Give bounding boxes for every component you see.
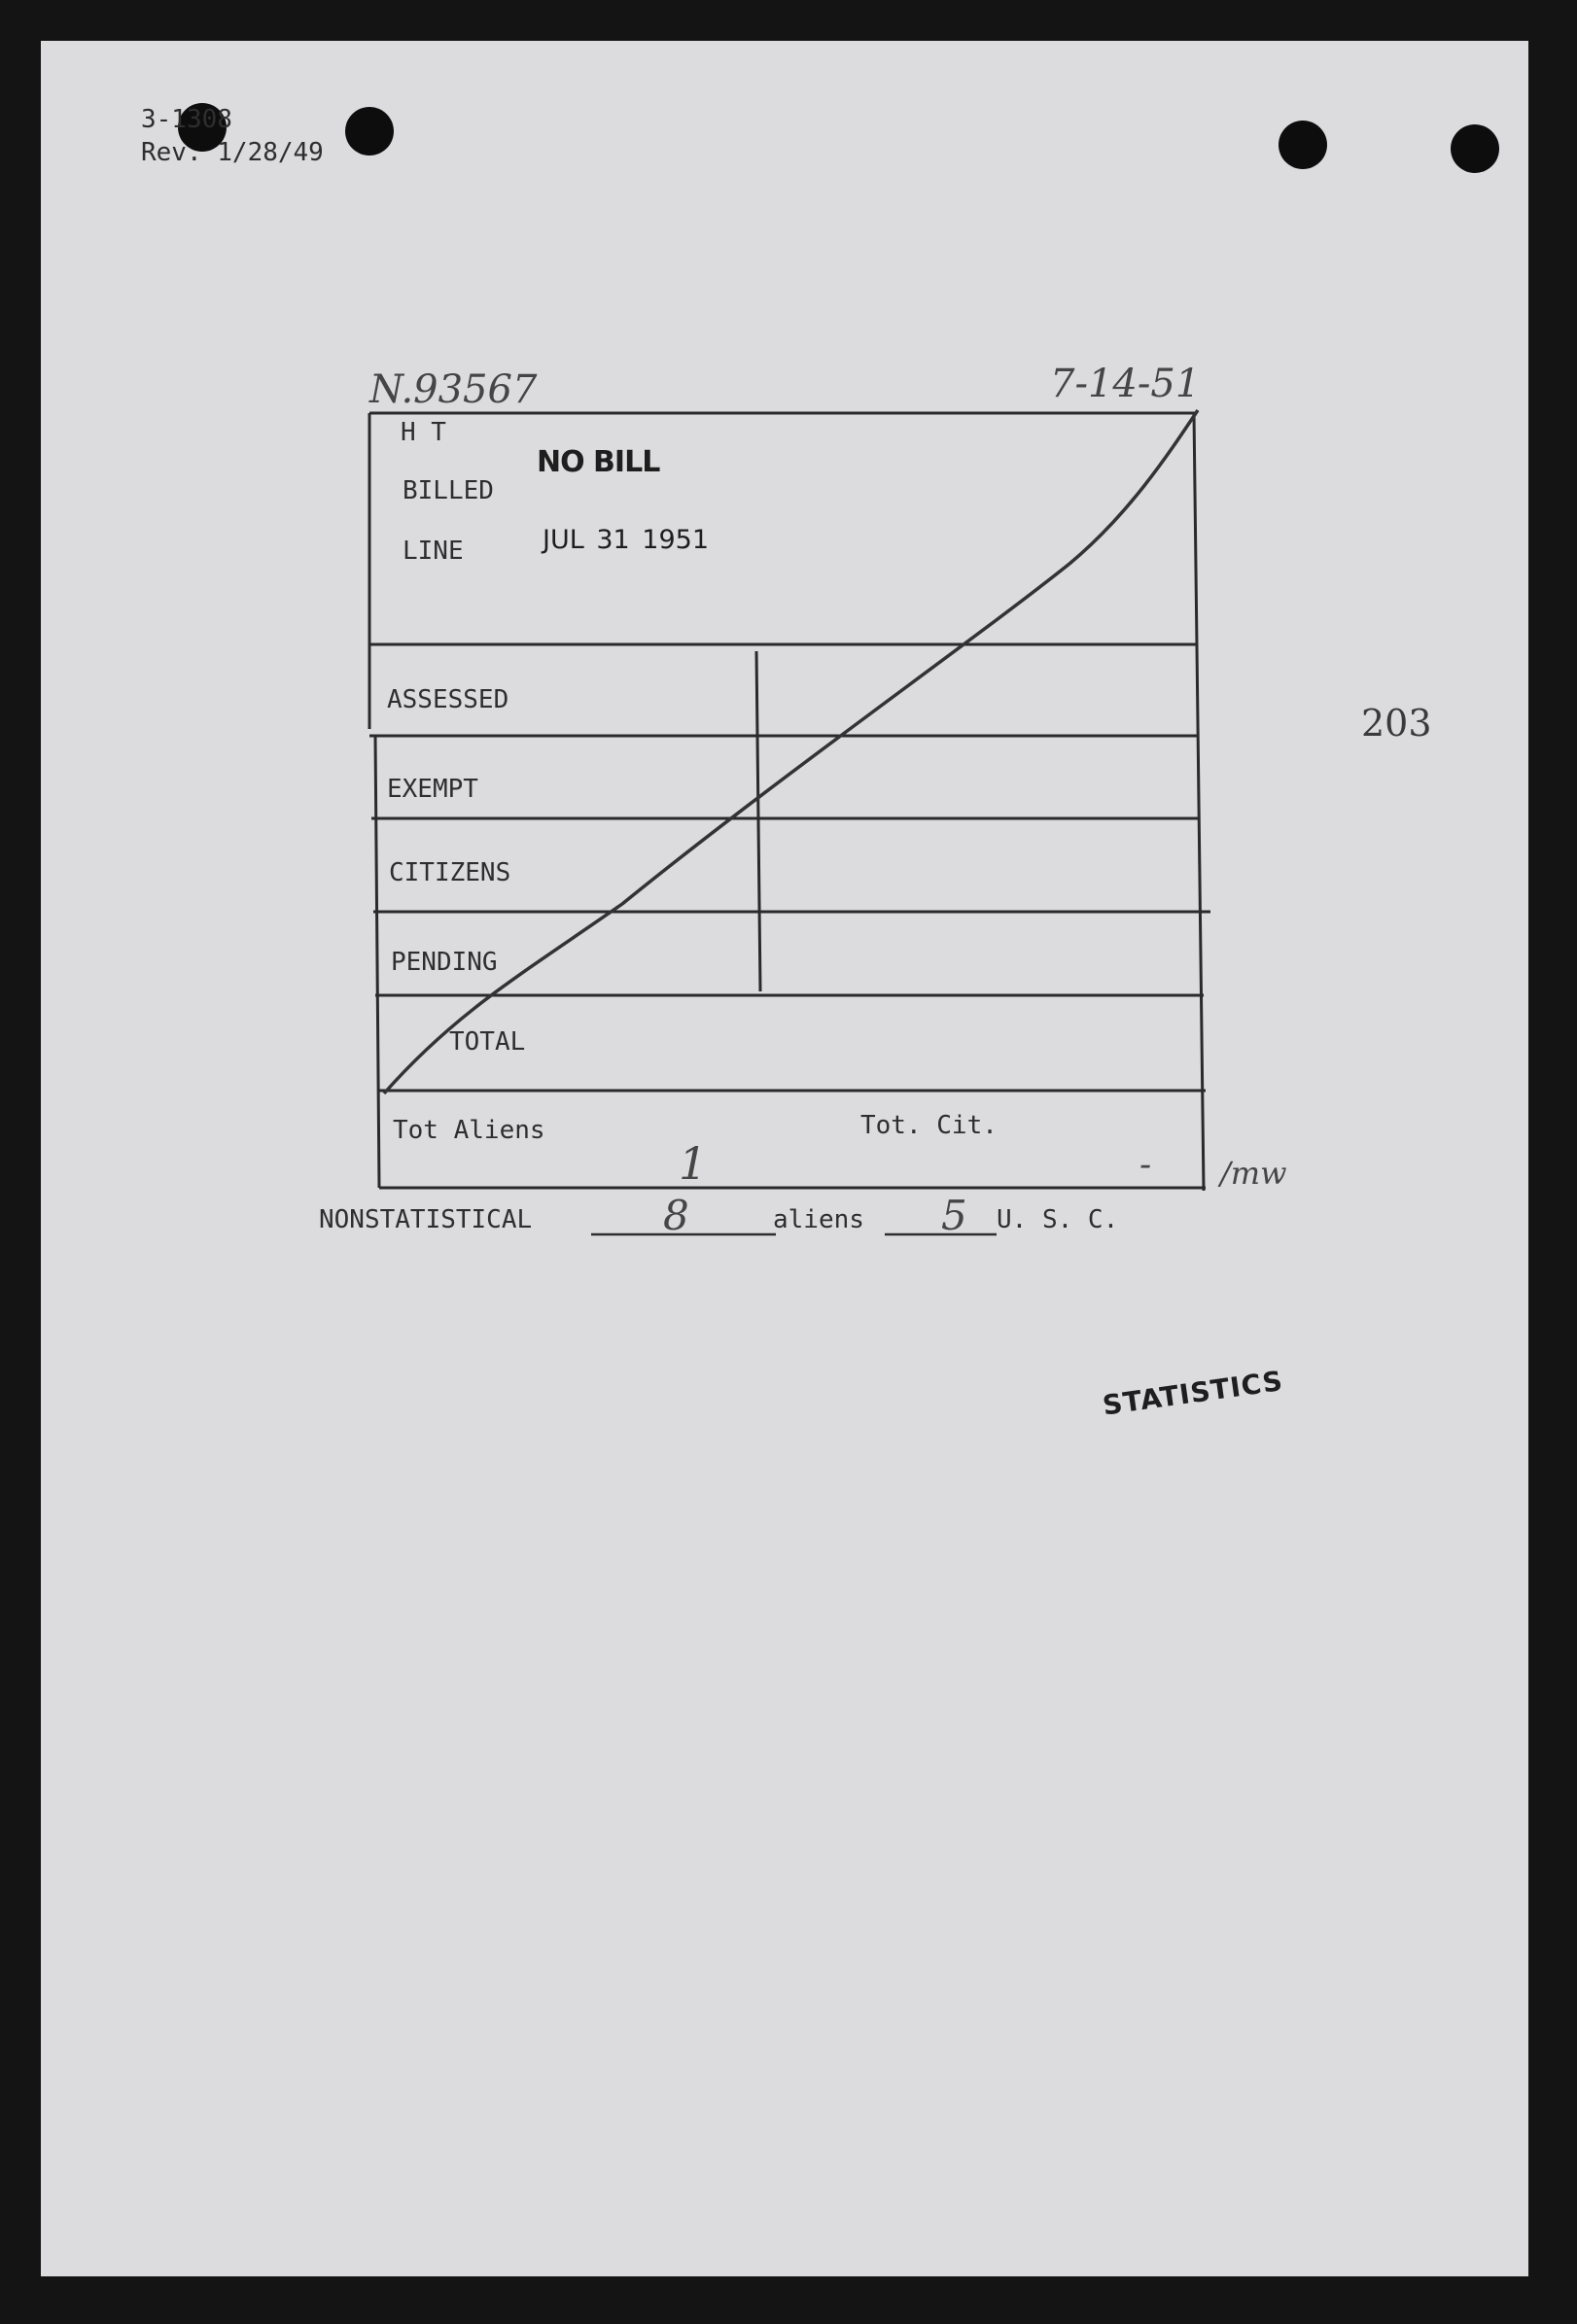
row-assessed: ASSESSED (387, 685, 509, 714)
tot-cit-value: - (1139, 1145, 1152, 1185)
row-pending: PENDING (391, 948, 498, 977)
billed-label: BILLED (403, 476, 494, 505)
nonstat-aliens-count: 8 (663, 1192, 689, 1239)
date-stamp: JUL 31 1951 (543, 525, 710, 555)
cancel-stroke (384, 410, 1198, 1093)
tot-aliens-value: 1 (679, 1137, 708, 1190)
initials: /mw (1220, 1155, 1287, 1192)
page-number: 203 (1361, 702, 1432, 745)
row-citizens: CITIZENS (389, 858, 511, 887)
nonstatistical-label: NONSTATISTICAL (319, 1205, 533, 1234)
no-bill-stamp: NO BILL (537, 445, 660, 479)
tot-cit-label: Tot. Cit. (860, 1111, 998, 1140)
row-total: TOTAL (449, 1027, 526, 1057)
revision-date: Rev. 1/28/49 (141, 138, 324, 167)
form-number: 3-1308 (141, 105, 232, 134)
usc-label: U. S. C. (997, 1205, 1119, 1234)
line-label: LINE (403, 537, 464, 566)
nonstat-usc-count: 5 (941, 1192, 967, 1239)
row-exempt: EXEMPT (387, 775, 478, 804)
handwritten-date: 7-14-51 (1050, 362, 1201, 406)
case-number: N.93567 (369, 367, 538, 412)
tot-aliens-label: Tot Aliens (393, 1116, 545, 1145)
ht-label: H T (401, 418, 446, 447)
aliens-label: aliens (773, 1205, 864, 1234)
statistics-stamp: STATISTICS (1101, 1364, 1285, 1422)
